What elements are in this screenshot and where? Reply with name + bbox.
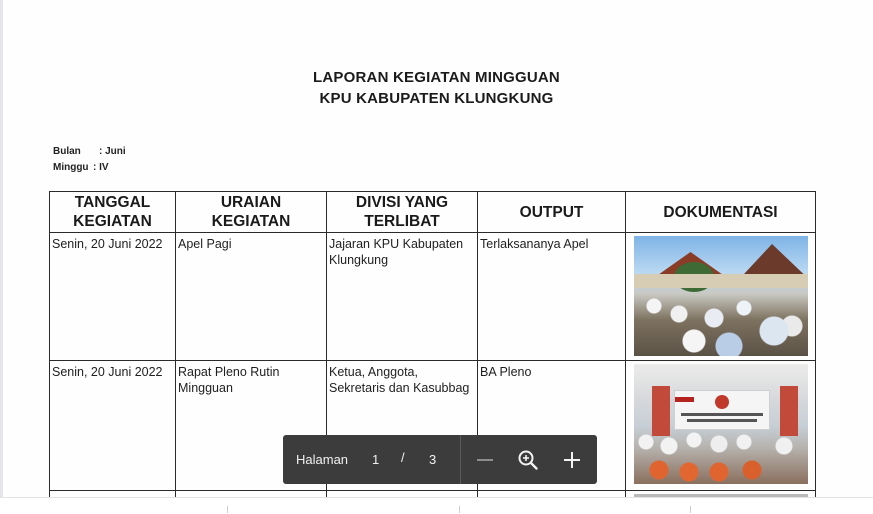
cell-activity: Apel Pagi [176,233,327,361]
meta-week-label: Minggu [53,162,89,173]
documentation-photo-apel [634,236,808,356]
header-date: TANGGAL KEGIATAN [50,192,176,233]
header-division: DIVISI YANG TERLIBAT [327,192,478,233]
cell-division: Jajaran KPU Kabupaten Klungkung [327,233,478,361]
document-title-line1: LAPORAN KEGIATAN MINGGUAN [313,69,560,86]
total-pages: 3 [429,452,437,467]
page-separator: / [401,450,405,465]
table-header-row [50,192,816,233]
page-label: Halaman [296,452,349,467]
header-output: OUTPUT [478,192,626,233]
cell-division: Ketua, Anggota, Sekretaris dan Kasubbag [327,361,478,491]
cell-output: BA Pleno [478,361,626,491]
meta-week [53,162,109,173]
meta-week-value: : IV [93,162,109,173]
meta-month-label: Bulan [53,146,81,157]
cell-date: Senin, 20 Juni 2022 [50,361,176,491]
cell-output: Terlaksananya Apel [478,233,626,361]
plus-icon [564,452,580,468]
meta-month [53,146,126,157]
zoom-in-button[interactable] [559,447,585,473]
header-documentation: DOKUMENTASI [626,192,816,233]
magnifier-icon [517,449,539,471]
header-activity: URAIAN KEGIATAN [176,192,327,233]
document-title-line2: KPU KABUPATEN KLUNGKUNG [319,90,554,107]
meta-month-value: : Juni [99,146,126,157]
documentation-photo-pleno [634,364,808,484]
toolbar-divider [460,435,461,484]
table-row [50,233,816,361]
cell-documentation [626,233,816,361]
pdf-toolbar [283,435,597,484]
current-page-input[interactable]: 1 [372,452,380,467]
cell-date: Senin, 20 Juni 2022 [50,233,176,361]
zoom-out-button[interactable] [472,447,498,473]
cell-documentation [626,361,816,491]
minus-icon [477,459,493,461]
cell-activity: Rapat Pleno Rutin Mingguan [176,361,327,491]
zoom-fit-button[interactable] [515,447,541,473]
viewer-bottom-strip [0,497,873,514]
